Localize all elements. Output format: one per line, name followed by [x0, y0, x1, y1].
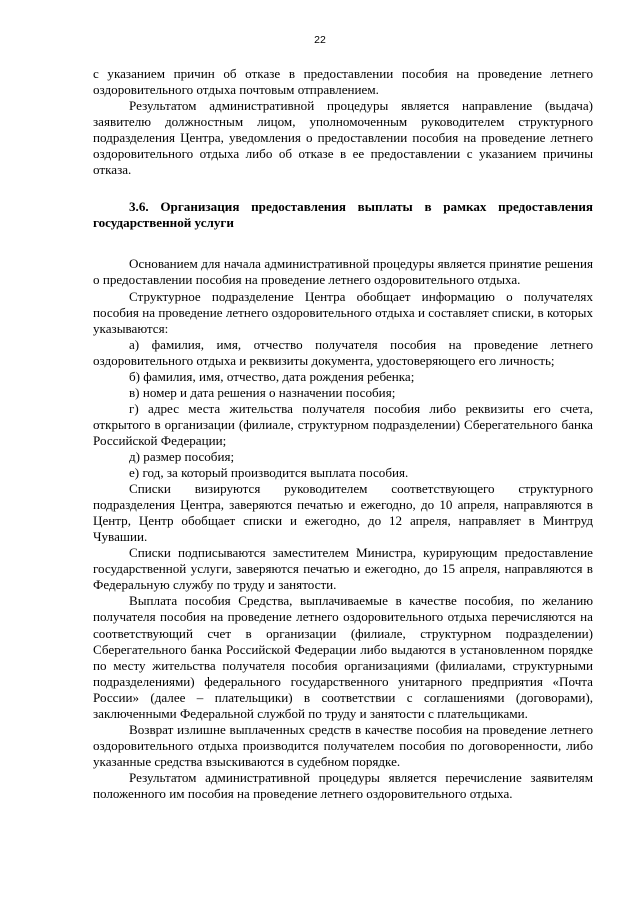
list-item: е) год, за который производится выплата пособия.: [129, 465, 409, 481]
document-body: [93, 66, 593, 802]
paragraph: Структурное подразделение Центра обобщает информацию о получателях пособия на проведение летнего оздоровительного отдыха и составляет списки, в которых указываются:: [93, 288, 593, 336]
section-heading: 3.6. Организация предоставления выплаты в рамках предоставления государственной услуги: [93, 199, 593, 231]
paragraph: Возврат излишне выплаченных средств в качестве пособия на проведение летнего оздоровительного отдыха производится получателем пособия по договоренности, либо указанные средства взыскиваются в судебном порядке.: [93, 721, 593, 769]
paragraph: Результатом административной процедуры является направление (выдача) заявителю должностным лицом, уполномоченным руководителем структурного подразделения Центра, уведомления о предоставлении пособия на проведение летнего оздоровительного отдыха либо об отказе в ее предоставлении с указанием причины отказа.: [93, 98, 593, 178]
paragraph: Основанием для начала административной процедуры является принятие решения о предоставлении пособия на проведение летнего оздоровительного отдыха.: [93, 256, 593, 288]
list-item: д) размер пособия;: [129, 448, 235, 464]
paragraph: Результатом административной процедуры является перечисление заявителям положенного им пособия на проведение летнего оздоровительного отдыха.: [93, 769, 593, 801]
paragraph: Выплата пособия Средства, выплачиваемые в качестве пособия, по желанию получателя пособия на проведение летнего оздоровительного отдыха перечисляются на соответствующий счет в организации (филиале, структурном подразделении) Сберегательного банка Российской Федерации либо выдаются в установленном порядке по месту жительства получателя пособия организациями (филиалами, структурными подразделениями) федерального государственного унитарного предприятия «Почта России» (далее – плательщики) в соответствии с соглашениями (договорами), заключенными Федеральной службой по труду и занятости с плательщиками.: [93, 593, 593, 721]
paragraph: Списки визируются руководителем соответствующего структурного подразделения Центра, заверяются печатью и ежегодно, до 10 апреля, направляются в Центр, Центр обобщает списки и ежегодно, до 12 апреля, направляет в Минтруд Чувашии.: [93, 481, 593, 545]
page-number: 22: [314, 34, 326, 46]
list-item: в) номер и дата решения о назначении пособия;: [129, 384, 396, 400]
list-item: а) фамилия, имя, отчество получателя пособия на проведение летнего оздоровительного отдыха и реквизиты документа, удостоверяющего его личность;: [93, 336, 593, 368]
paragraph: с указанием причин об отказе в предоставлении пособия на проведение летнего оздоровительного отдыха почтовым отправлением.: [93, 66, 593, 98]
list-item: г) адрес места жительства получателя пособия либо реквизиты его счета, открытого в организации (филиале, структурном подразделении) Сберегательного банка Российской Федерации;: [93, 400, 593, 448]
paragraph: Списки подписываются заместителем Министра, курирующим предоставление государственной услуги, заверяются печатью и ежегодно, до 15 апреля, направляются в Федеральную службу по труду и занятости.: [93, 545, 593, 593]
list-item: б) фамилия, имя, отчество, дата рождения ребенка;: [129, 368, 415, 384]
